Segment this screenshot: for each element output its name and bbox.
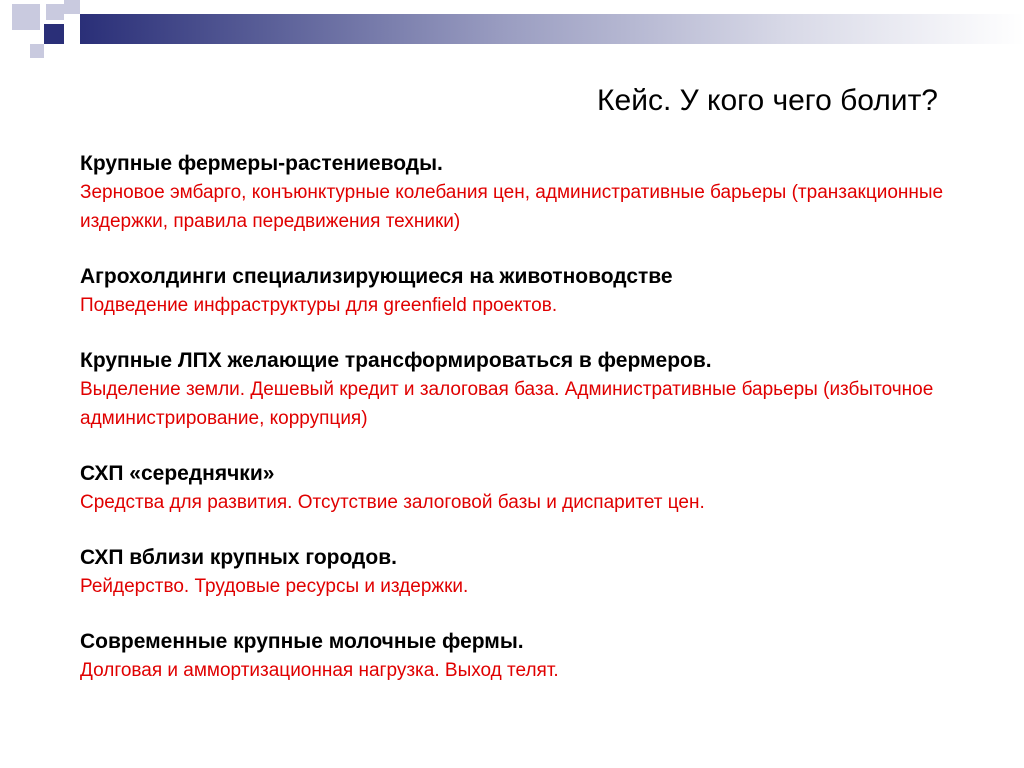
decor-square	[30, 44, 44, 58]
case-heading: Крупные ЛПХ желающие трансформироваться в фермеров.	[80, 349, 712, 372]
decor-square	[44, 24, 64, 44]
case-heading: СХП вблизи крупных городов.	[80, 546, 397, 569]
case-heading: Агрохолдинги специализирующиеся на животноводстве	[80, 265, 673, 288]
case-item	[80, 347, 960, 433]
decor-gradient-bar	[80, 14, 1024, 44]
case-heading: СХП «середнячки»	[80, 462, 275, 485]
case-item	[80, 460, 960, 517]
case-list	[80, 150, 960, 712]
decor-square	[12, 4, 40, 30]
case-item	[80, 150, 960, 236]
case-item	[80, 544, 960, 601]
case-problem-text: Рейдерство. Трудовые ресурсы и издержки.	[80, 576, 469, 597]
case-problem-text: Средства для развития. Отсутствие залоговой базы и диспаритет цен.	[80, 492, 705, 513]
case-problem-text: Подведение инфраструктуры для greenfield проектов.	[80, 295, 558, 316]
case-heading: Современные крупные молочные фермы.	[80, 630, 524, 653]
case-item	[80, 628, 960, 685]
case-problem-text: Зерновое эмбарго, конъюнктурные колебания цен, административные барьеры (транзакционные издержки, правила передвижения техники)	[80, 182, 944, 232]
decor-square	[64, 0, 80, 14]
case-problem-text: Долговая и аммортизационная нагрузка. Выход телят.	[80, 660, 559, 681]
case-heading: Крупные фермеры-растениеводы.	[80, 152, 443, 175]
slide-title: Кейс. У кого чего болит?	[597, 84, 938, 117]
header-decoration	[0, 0, 1024, 64]
decor-square	[46, 4, 64, 20]
case-item	[80, 263, 960, 320]
case-problem-text: Выделение земли. Дешевый кредит и залоговая база. Административные барьеры (избыточное администрирование, коррупция)	[80, 379, 934, 429]
